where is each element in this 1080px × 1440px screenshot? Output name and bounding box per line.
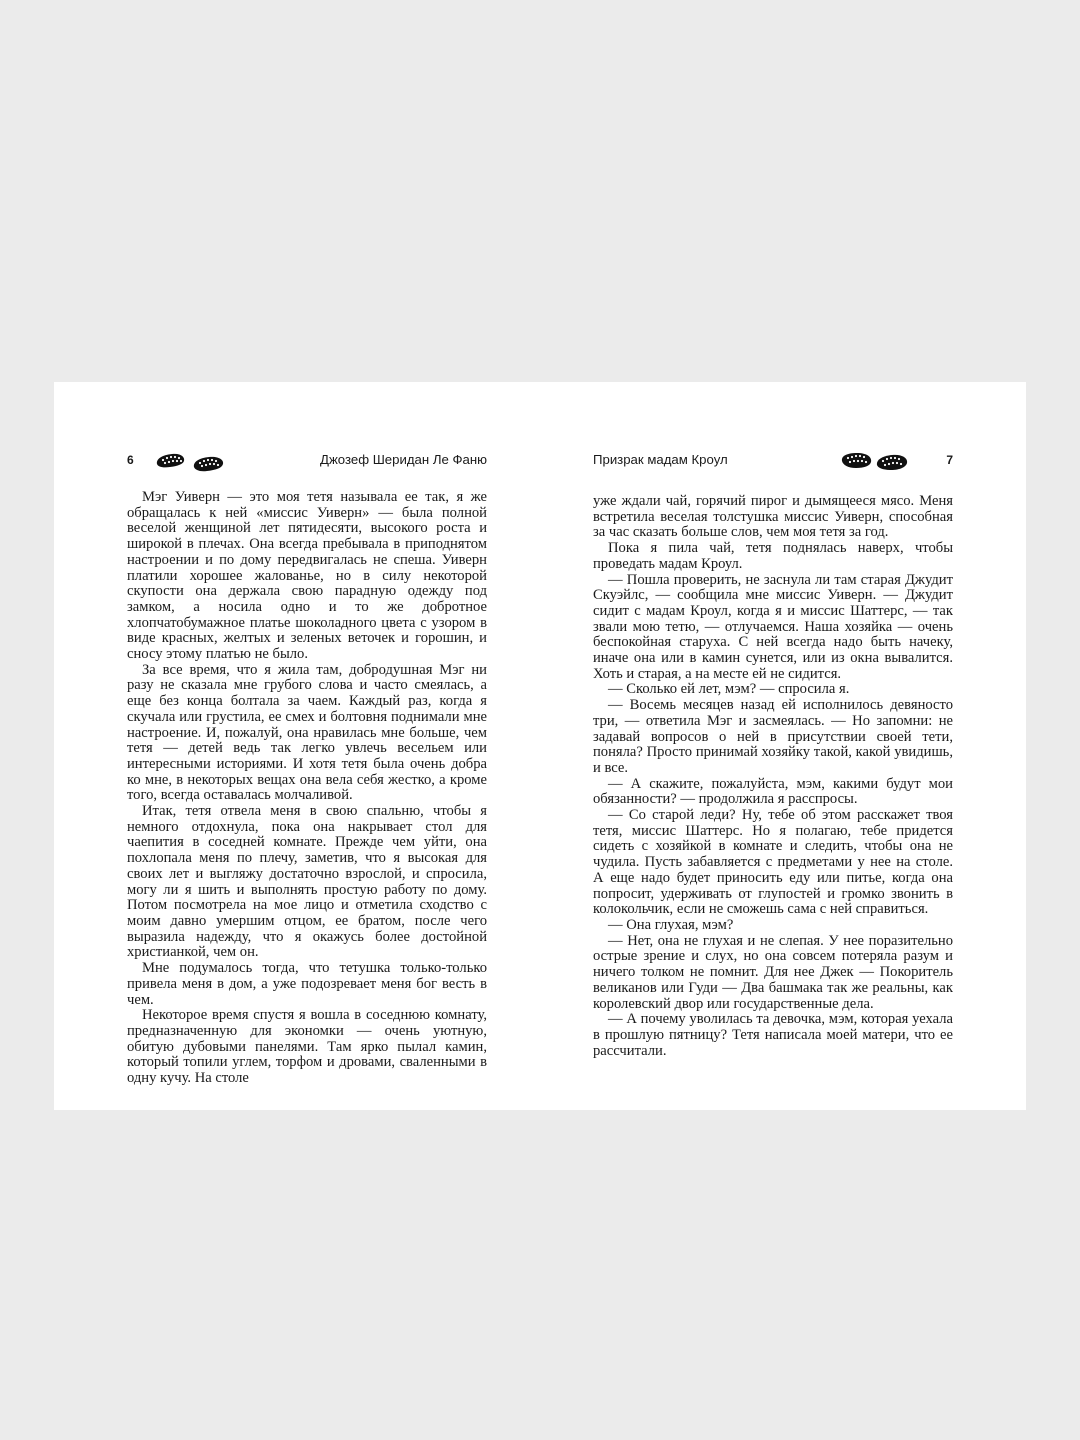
paragraph: За все время, что я жила там, добродушная Мэг ни разу не сказала мне грубого слова и часто смеялась, а еще без конца болтала за чаем. Каждый раз, когда я скучала или грустила, ее смех и болтовня поднимали мне настроение. И, пожалуй, она нравилась мне больше, чем тетя — детей ведь так легко увлечь весельем или интересными историями. И хотя тетя была очень добра ко мне, в некоторых вещах она вела себя жестко, а кроме того, всегда оставалась молчаливой.: [127, 661, 487, 804]
paragraph: Итак, тетя отвела меня в свою спальню, чтобы я немного отдохнула, пока она накрывает стол для чаепития в соседней комнате. Прежде чем уйти, она похлопала меня по плечу, заметив, что я высокая для своих лет и выгляжу достаточно взрослой, и спросила, могу ли я шить и выполнять простую работу по дому. Потом посмотрела на мое лицо и отметила сходство с моим давно умершим отцом, ее братом, после чего выразила надежду, что я окажусь более достойной христианкой, чем он.: [127, 803, 487, 961]
paragraph: — А скажите, пожалуйста, мэм, какими будут мои обязанности? — продолжила я расспросы.: [593, 775, 953, 808]
book-spread: [54, 382, 1026, 1110]
left-running-title: Джозеф Шеридан Ле Фаню: [320, 452, 487, 467]
paragraph: Пока я пила чай, тетя поднялась наверх, чтобы проведать мадам Кроул.: [593, 540, 953, 572]
paragraph: Мэг Уиверн — это моя тетя называла ее так, я же обращалась к ней «миссис Уиверн» — была полной веселой женщиной лет пятидесяти, высокого роста и широкой в плечах. Она всегда пребывала в приподнятом настроении и по дому передвигалась не спеша. Уиверн платили хорошее жалованье, но в силу некоторой скупости она держала свою парадную одежду под замком, а носила одно и то же добротное хлопчатобумажное платье шоколадного цвета с узором в виде красных, желтых и зеленых веточек и горошин, и сносу этому платью не было.: [127, 489, 487, 663]
right-running-title: Призрак мадам Кроул: [593, 452, 728, 467]
paragraph: — Восемь месяцев назад ей исполнилось девяносто три, — ответила Мэг и засмеялась. — Но запомни: не задавай вопросов о ней в присутствии своей тети, поняла? Просто принимай хозяйку такой, какой увидишь, и все.: [593, 697, 953, 776]
left-running-head: [127, 448, 487, 472]
paragraph: — Сколько ей лет, мэм? — спросила я.: [608, 681, 850, 698]
paragraph: Некоторое время спустя я вошла в соседнюю комнату, предназначенную для экономки — очень уютную, обитую дубовыми панелями. Там ярко пылал камин, который топили углем, торфом и дровами, сваленными в одну кучу. На столе: [127, 1007, 487, 1087]
paragraph: — Со старой леди? Ну, тебе об этом расскажет твоя тетя, миссис Шаттерс. Но я полагаю, тебе придется сидеть с хозяйкой в комнате и следить, чтобы она не чудила. Пусть забавляется с предметами у нее на столе. А еще надо будет приносить еду или питье, когда она попросит, удерживать от глупостей и громко звонить в колокольчик, если не сможешь сама с ней справиться.: [593, 807, 953, 918]
right-running-head: [593, 448, 953, 472]
right-page-number: 7: [946, 453, 953, 467]
left-page-number: 6: [127, 453, 134, 467]
footprints-icon: [839, 449, 915, 473]
left-body-text: [127, 490, 487, 1087]
paragraph: Мне подумалось тогда, что тетушка только-только привела меня в дом, а уже подозревает меня бог весть в чем.: [127, 960, 487, 1008]
paragraph: — Пошла проверить, не заснула ли там старая Джудит Скуэйлс, — сообщила мне миссис Уиверн. — Джудит сидит с мадам Кроул, когда я и миссис Шаттерс, — так звали мою тетю, — отлучаемся. Наша хозяйка — очень беспокойная старуха. С ней всегда надо быть начеку, иначе она или в камин сунется, или из окна вывалится. Хоть и старая, а на месте ей не сидится.: [593, 571, 953, 682]
paragraph: — Она глухая, мэм?: [608, 916, 734, 933]
paragraph: — А почему уволилась та девочка, мэм, которая уехала в прошлую пятницу? Тетя написала моей матери, что ее рассчитали.: [593, 1011, 953, 1059]
paragraph: уже ждали чай, горячий пирог и дымящееся мясо. Меня встретила веселая толстушка миссис Уиверн, способная за час сказать больше слов, чем моя тетя за год.: [593, 493, 953, 541]
paragraph: — Нет, она не глухая и не слепая. У нее поразительно острые зрение и слух, но она совсем потеряла разум и ничего толком не помнит. Для нее Джек — Покоритель великанов или Гуди — Два башмака так же реальны, как королевский двор или государственные дела.: [593, 932, 953, 1012]
right-body-text: [593, 494, 953, 1059]
left-page: [127, 382, 487, 1110]
right-page: [593, 382, 953, 1110]
footprints-icon: [154, 449, 230, 473]
